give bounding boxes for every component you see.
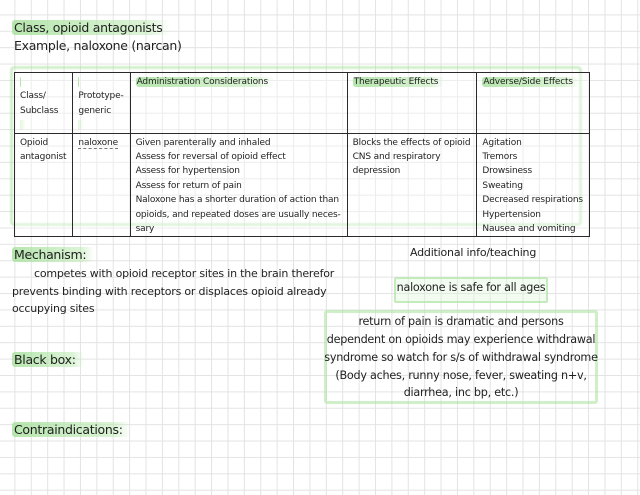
cell-adverse-line: Sweating bbox=[482, 180, 523, 191]
cell-adverse-line: Nausea and vomiting bbox=[482, 224, 576, 235]
black-box-label bbox=[12, 352, 84, 367]
pain-note-line-3: syndrome so watch for s/s of withdrawal syndrome bbox=[324, 351, 598, 364]
cell-adverse bbox=[477, 133, 590, 237]
cell-administration bbox=[130, 133, 347, 237]
col-header-therapeutic bbox=[347, 73, 477, 134]
cell-adverse-line: Hypertension bbox=[482, 209, 541, 220]
cell-administration-line: sary bbox=[135, 224, 155, 235]
black-box-label-text: Black box: bbox=[12, 352, 84, 367]
col-header-prototype-line: generic bbox=[78, 105, 111, 116]
contraindications-label bbox=[12, 422, 131, 437]
contraindications-label-text: Contraindications: bbox=[12, 422, 131, 437]
drug-table-container bbox=[14, 72, 583, 235]
cell-class-line: Opioid bbox=[20, 137, 49, 148]
mechanism-line-2: prevents binding with receptors or displaces opioid already bbox=[12, 285, 327, 298]
pain-note-line-2: dependent on opioids may experience withdrawal bbox=[326, 333, 596, 346]
col-header-class-line: Class/ bbox=[20, 91, 46, 102]
table-row bbox=[15, 133, 590, 237]
mechanism-line-3: occupying sites bbox=[12, 302, 95, 315]
pain-note-line-5: diarrhea, inc bp, etc.) bbox=[403, 386, 519, 399]
col-header-class-line: Subclass bbox=[20, 105, 59, 116]
col-header-adverse-text: Adverse/Side Effects bbox=[482, 77, 579, 87]
pain-note-line-1: return of pain is dramatic and persons bbox=[358, 315, 564, 328]
cell-administration-line: Assess for reversal of opioid effect bbox=[135, 152, 286, 163]
cell-therapeutic bbox=[347, 133, 477, 237]
cell-adverse-line: Tremors bbox=[482, 152, 518, 163]
cell-prototype-text: naloxone bbox=[78, 137, 118, 148]
cell-class bbox=[15, 133, 73, 237]
cell-administration-line: Naloxone has a shorter duration of action than bbox=[135, 195, 339, 206]
col-header-prototype-line: Prototype- bbox=[78, 91, 124, 102]
table-header-row bbox=[15, 73, 590, 134]
col-header-prototype bbox=[73, 73, 130, 134]
col-header-class bbox=[15, 73, 73, 134]
page-title bbox=[12, 20, 170, 35]
cell-therapeutic-line: Blocks the effects of opioid bbox=[352, 137, 471, 148]
cell-administration-line: Given parenterally and inhaled bbox=[135, 137, 271, 148]
col-header-adverse bbox=[477, 73, 590, 134]
mechanism-line-1: competes with opioid receptor sites in the brain therefor bbox=[34, 267, 335, 280]
additional-info-title: Additional info/teaching bbox=[410, 246, 537, 259]
cell-administration-line: opioids, and repeated doses are usually neces- bbox=[135, 209, 341, 220]
cell-adverse-line: Decreased respirations bbox=[482, 195, 583, 206]
mechanism-label bbox=[12, 247, 94, 262]
col-header-administration bbox=[130, 73, 347, 134]
col-header-administration-text: Administration Considerations bbox=[136, 77, 274, 87]
cell-class-line: antagonist bbox=[20, 152, 67, 163]
mechanism-label-text: Mechanism: bbox=[12, 247, 94, 262]
cell-therapeutic-line: depression bbox=[352, 166, 401, 177]
cell-administration-line: Assess for return of pain bbox=[135, 180, 242, 191]
safe-note: naloxone is safe for all ages bbox=[396, 281, 546, 294]
example-line: Example, naloxone (narcan) bbox=[14, 38, 182, 53]
cell-prototype bbox=[73, 133, 130, 237]
cell-administration-line: Assess for hypertension bbox=[135, 166, 240, 177]
col-header-therapeutic-text: Therapeutic Effects bbox=[353, 77, 445, 87]
cell-adverse-line: Agitation bbox=[482, 137, 522, 148]
cell-adverse-line: Drowsiness bbox=[482, 166, 532, 177]
cell-therapeutic-line: CNS and respiratory bbox=[352, 152, 441, 163]
drug-table bbox=[14, 72, 590, 237]
page-title-text: Class, opioid antagonists bbox=[12, 20, 170, 35]
pain-note-line-4: (Body aches, runny nose, fever, sweating n+v, bbox=[335, 369, 587, 382]
